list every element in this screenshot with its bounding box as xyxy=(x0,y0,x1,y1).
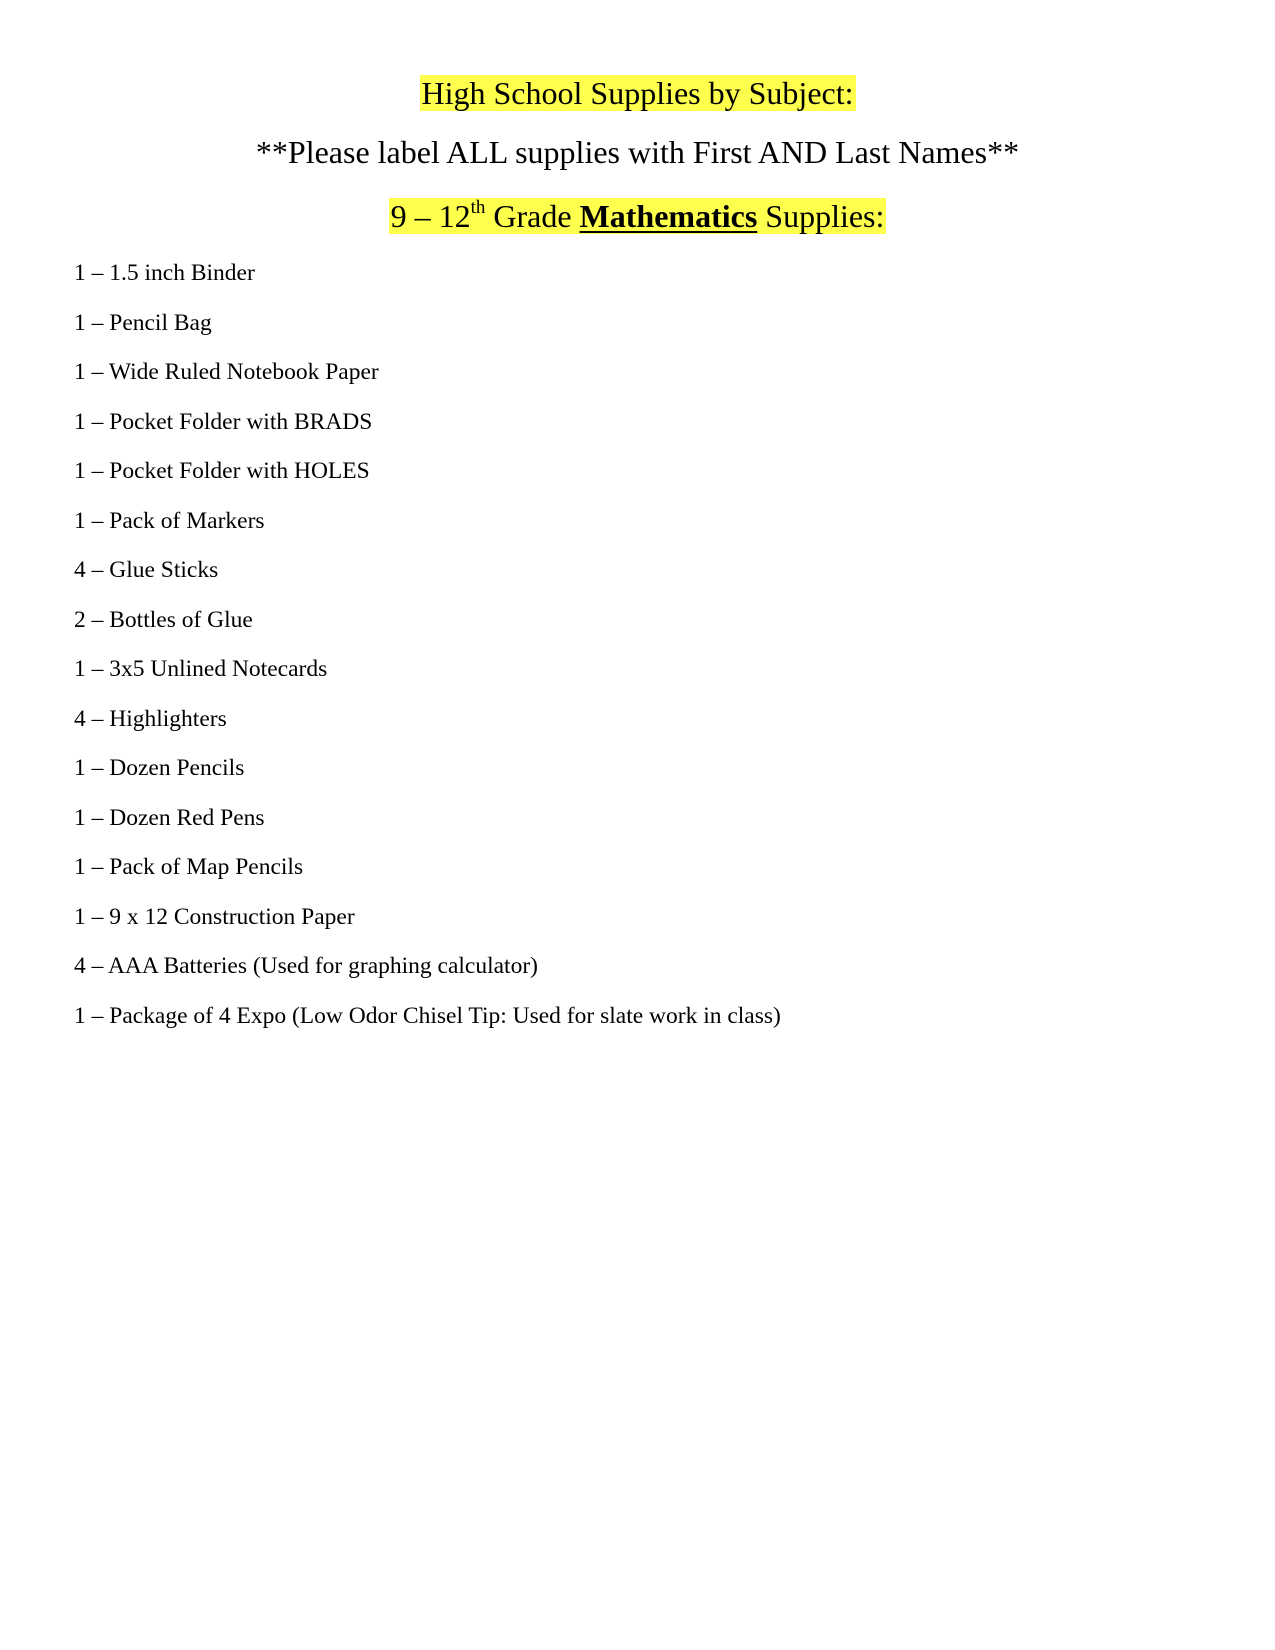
grade-range: 9 – 12 xyxy=(390,198,471,234)
supply-item: 1 – Wide Ruled Notebook Paper xyxy=(74,359,379,385)
supply-item: 1 – Package of 4 Expo (Low Odor Chisel Tip: Used for slate work in class) xyxy=(74,1002,781,1029)
supply-item: 1 – 3x5 Unlined Notecards xyxy=(74,656,328,682)
supply-item: 1 – 9 x 12 Construction Paper xyxy=(74,903,355,930)
supply-item: 2 – Bottles of Glue xyxy=(74,606,253,633)
label-instruction: **Please label ALL supplies with First AND Last Names** xyxy=(255,134,1020,170)
supplies-word: Supplies: xyxy=(757,198,885,234)
grade-heading xyxy=(389,198,887,234)
supply-item: 1 – Dozen Pencils xyxy=(74,755,245,781)
subject-name: Mathematics xyxy=(579,198,758,234)
supply-item: 1 – Pencil Bag xyxy=(74,309,212,336)
supply-item: 1 – Pocket Folder with BRADS xyxy=(74,408,373,435)
grade-heading-line xyxy=(0,196,1275,236)
supply-item: 1 – 1.5 inch Binder xyxy=(74,260,255,286)
supply-item: 1 – Pack of Markers xyxy=(74,507,265,534)
supply-item: 4 – Highlighters xyxy=(74,705,227,732)
grade-word: Grade xyxy=(485,198,580,234)
supply-list xyxy=(74,258,781,1050)
document-title-line xyxy=(0,73,1275,113)
supply-item: 1 – Pack of Map Pencils xyxy=(74,854,304,880)
grade-ordinal-suffix: th xyxy=(470,197,486,218)
supply-item: 1 – Dozen Red Pens xyxy=(74,804,265,831)
document-title: High School Supplies by Subject: xyxy=(421,75,854,111)
supply-item: 1 – Pocket Folder with HOLES xyxy=(74,458,370,484)
supply-item: 4 – AAA Batteries (Used for graphing calculator) xyxy=(74,953,538,979)
supply-item: 4 – Glue Sticks xyxy=(74,557,219,583)
